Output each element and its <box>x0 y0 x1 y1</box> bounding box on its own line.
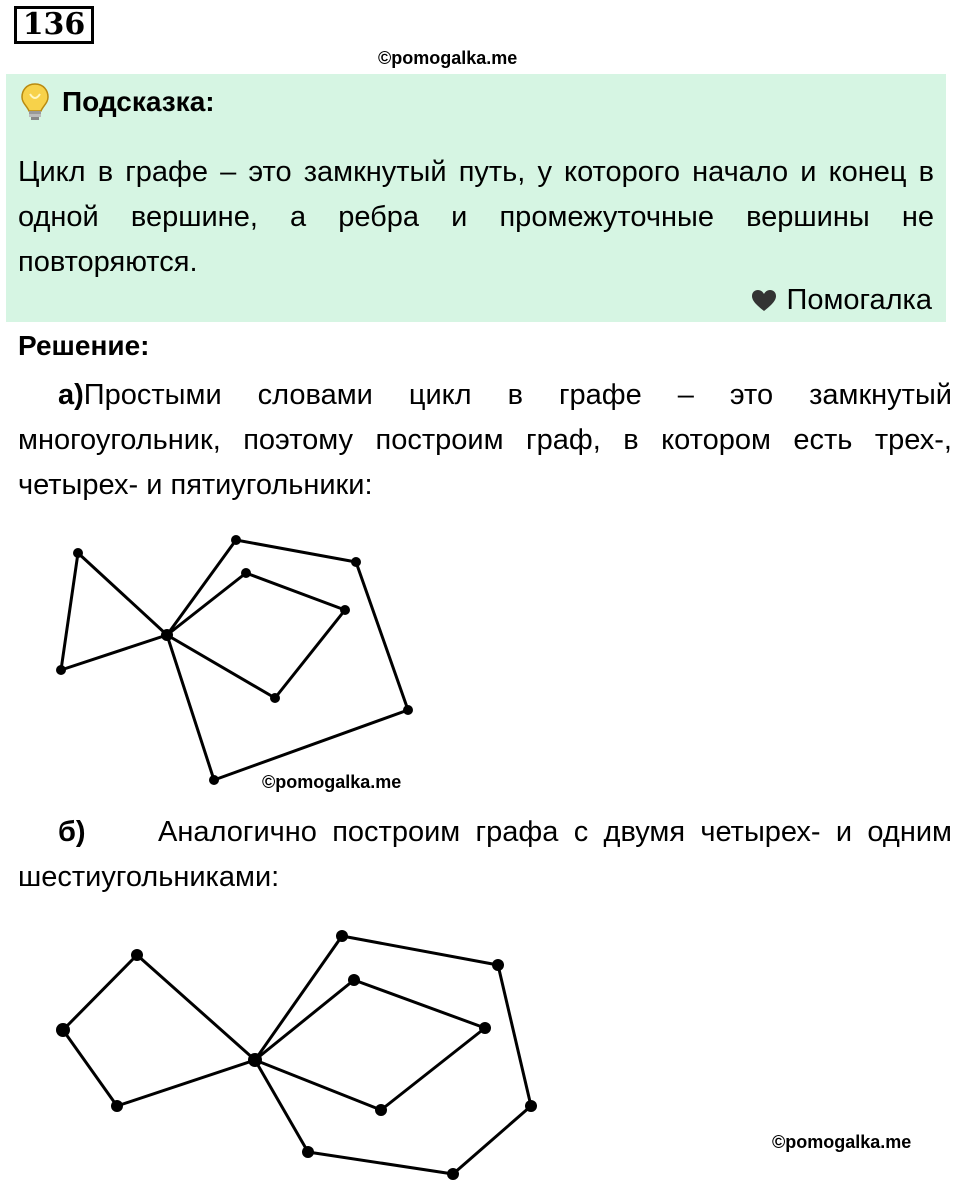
edge <box>275 610 345 698</box>
vertex <box>73 548 83 558</box>
vertex <box>209 775 219 785</box>
edge <box>236 540 356 562</box>
edge <box>453 1106 531 1174</box>
signature-text: Помогалка <box>786 284 932 316</box>
vertex <box>351 557 361 567</box>
graph-a-edges <box>61 540 408 780</box>
vertex <box>348 974 360 986</box>
vertex <box>492 959 504 971</box>
graph-b <box>0 925 560 1190</box>
edge <box>117 1060 255 1106</box>
vertex <box>131 949 143 961</box>
edge <box>255 1060 381 1110</box>
edge <box>214 710 408 780</box>
edge <box>63 955 137 1030</box>
part-b-text: Аналогично построим графа с двумя четырех- и одним шестиугольниками: <box>18 816 952 893</box>
hint-title: Подсказка: <box>62 86 215 117</box>
vertex <box>56 1023 70 1037</box>
graph-b-edges <box>63 936 531 1174</box>
edge <box>63 1030 117 1106</box>
vertex <box>231 535 241 545</box>
signature <box>751 284 932 317</box>
edge <box>381 1028 485 1110</box>
vertex <box>302 1146 314 1158</box>
lightbulb-icon <box>20 82 50 122</box>
edge <box>246 573 345 610</box>
vertex <box>340 605 350 615</box>
edge <box>61 635 167 670</box>
vertex <box>403 705 413 715</box>
edge <box>354 980 485 1028</box>
vertex <box>111 1100 123 1112</box>
hint-heading <box>20 82 215 122</box>
edge <box>61 553 78 670</box>
vertex <box>447 1168 459 1180</box>
vertex <box>161 629 173 641</box>
heart-icon <box>751 289 777 313</box>
vertex <box>56 665 66 675</box>
part-b-paragraph <box>18 810 952 900</box>
part-a-label: а) <box>58 379 84 411</box>
vertex <box>375 1104 387 1116</box>
solution-title: Решение: <box>18 330 150 361</box>
watermark: ©pomogalka.me <box>378 48 518 68</box>
vertex <box>248 1053 262 1067</box>
hint-box <box>6 74 946 322</box>
edge <box>78 553 167 635</box>
hint-text: Цикл в графе – это замкнутый путь, у которого начало и конец в одной вершине, а ребра и промежуточные вершины не повторяются. <box>18 156 934 278</box>
vertex <box>479 1022 491 1034</box>
watermark: ©pomogalka.me <box>262 772 402 792</box>
edge <box>356 562 408 710</box>
watermark: ©pomogalka.me <box>772 1132 912 1152</box>
task-number: 136 <box>14 6 94 44</box>
edge <box>255 1060 308 1152</box>
part-b-label: б) <box>58 816 86 848</box>
edge <box>308 1152 453 1174</box>
vertex <box>270 693 280 703</box>
vertex <box>241 568 251 578</box>
graph-b-vertices <box>56 930 537 1180</box>
edge <box>255 936 342 1060</box>
vertex <box>336 930 348 942</box>
edge <box>342 936 498 965</box>
graph-a <box>0 530 460 792</box>
part-a-paragraph <box>18 373 952 508</box>
vertex <box>525 1100 537 1112</box>
part-a-text: Простыми словами цикл в графе – это замкнутый многоугольник, поэтому построим граф, в котором есть трех-, четырех- и пятиугольники: <box>18 379 952 501</box>
edge <box>137 955 255 1060</box>
edge <box>498 965 531 1106</box>
